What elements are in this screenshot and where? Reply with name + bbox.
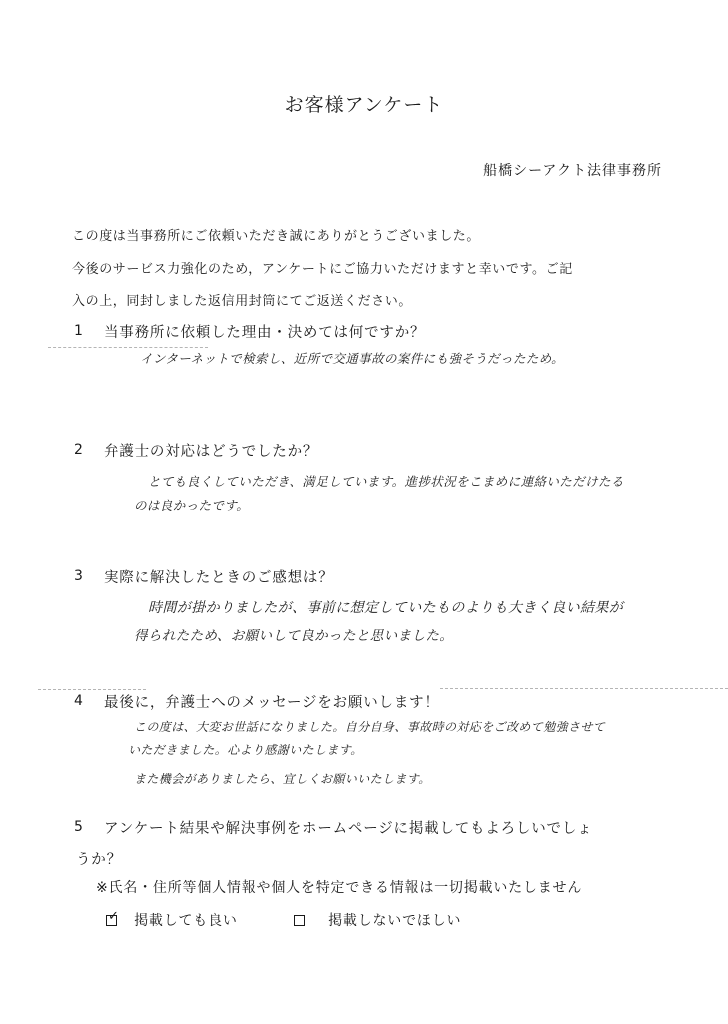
checkbox-checked-icon[interactable] [106, 909, 119, 926]
question-5-text-line-1: アンケート結果や解決事例をホームページに掲載してもよろしいでしょ [104, 821, 593, 837]
answer-2-line-1: とても良くしていただき、満足しています。進捗状況をこまめに連絡いただけたる [148, 474, 624, 489]
question-4-number: 4 [74, 693, 83, 709]
question-2-number: 2 [74, 442, 83, 458]
question-3-number: 3 [74, 568, 83, 584]
scan-artifact-line [48, 347, 208, 348]
answer-4-line-3: また機会がありましたら、宜しくお願いいたします。 [134, 772, 431, 786]
organization-name: 船橋シーアクト法律事務所 [483, 163, 662, 179]
scan-artifact-line [38, 689, 146, 690]
option-publish-ok[interactable] [106, 910, 238, 930]
checkbox-empty-icon[interactable] [294, 915, 305, 926]
answer-3-line-2: 得られたため、お願いして良かったと思いました。 [134, 628, 454, 644]
answer-4-line-1: この度は、大変お世話になりました。自分自身、事故時の対応をご改めて勉強させて [134, 720, 606, 734]
option-publish-no[interactable] [294, 910, 461, 930]
answer-1-line-1: インターネットで検索し、近所で交通事故の案件にも強そうだったため。 [140, 351, 565, 366]
answer-4-line-2: いただきました。心より感謝いたします。 [128, 743, 363, 757]
question-4-text: 最後に，弁護士へのメッセージをお願いします！ [104, 695, 440, 711]
question-1-text: 当事務所に依頼した理由・決めては何ですか？ [104, 325, 426, 341]
option-publish-ok-label: 掲載しても良い [134, 913, 238, 929]
intro-line-2: 今後のサービス力強化のため，アンケートにご協力いただけますと幸いです。ご記 [72, 262, 573, 277]
answer-2-line-2: のは良かったです。 [134, 498, 250, 513]
question-2-text: 弁護士の対応はどうでしたか？ [104, 444, 319, 460]
intro-line-3: 入の上，同封しました返信用封筒にてご返送ください。 [72, 294, 413, 309]
question-3-text: 実際に解決したときのご感想は？ [104, 570, 334, 586]
scan-artifact-line [440, 688, 728, 689]
question-1-number: 1 [74, 323, 83, 339]
page-title: お客様アンケート [284, 94, 444, 116]
question-5-number: 5 [74, 819, 83, 835]
question-5-text-line-2: うか？ [76, 852, 122, 868]
option-publish-no-label: 掲載しないでほしい [328, 913, 462, 929]
answer-3-line-1: 時間が掛かりましたが、事前に想定していたものよりも大きく良い結果が [148, 600, 624, 616]
check-mark-icon: ✓ [108, 909, 119, 924]
intro-line-1: この度は当事務所にご依頼いただき誠にありがとうございました。 [72, 229, 481, 244]
privacy-note: ※氏名・住所等個人情報や個人を特定できる情報は一切掲載いたしません [96, 880, 583, 896]
